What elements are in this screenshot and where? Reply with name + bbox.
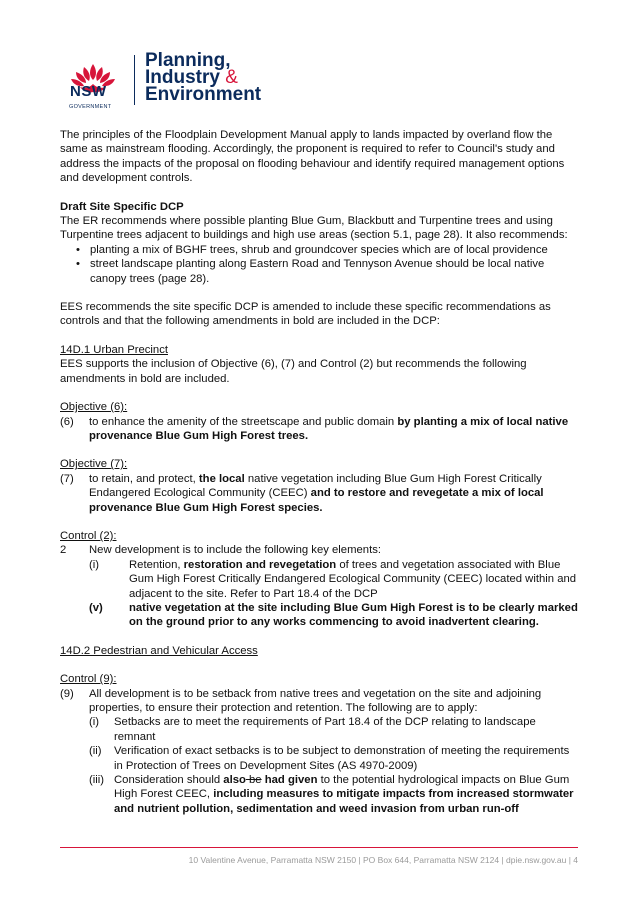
- item-amendment: also: [223, 774, 246, 787]
- control-2: [60, 543, 580, 557]
- intro-paragraph: The principles of the Floodplain Development Manual apply to lands impacted by overland flow the same as mainstream flooding. Accordingly, the proponent is required to refer to Council's study and address the impacts of the proposal on flooding behaviour and identify required management options and development controls.: [60, 129, 565, 185]
- document-body: [60, 128, 580, 816]
- dcp-bullet-list: [60, 243, 580, 286]
- item-number: (iii): [89, 774, 105, 787]
- urban-precinct-heading: 14D.1 Urban Precinct: [60, 343, 168, 356]
- dcp-paragraph: The ER recommends where possible planting Blue Gum, Blackbutt and Turpentine trees and using Turpentine trees adjacent to buildings and high use areas (section 5.1, page 28). It also recommends:: [60, 215, 568, 242]
- objective-6-number: (6): [60, 415, 74, 428]
- item-number: (i): [89, 716, 100, 729]
- objective-7-label: Objective (7):: [60, 458, 128, 471]
- item-number: (i): [89, 558, 100, 571]
- footer-rule: [60, 847, 578, 848]
- control-9-item-i: [89, 715, 580, 744]
- item-amendment: had given: [261, 774, 318, 787]
- objective-6-amendment: by planting a mix of local native provenance Blue Gum High Forest trees.: [89, 415, 569, 442]
- objective-7-amendment: and to restore and revegetate a mix of local provenance Blue Gum High Forest species.: [89, 487, 544, 514]
- control-9-number: (9): [60, 687, 74, 700]
- item-number: (ii): [89, 745, 102, 758]
- item-amendment: native vegetation at the site including Blue Gum High Forest is to be clearly marked on the ground prior to any works commencing to avoid inadvertent clearing.: [129, 601, 578, 629]
- page-footer: 10 Valentine Avenue, Parramatta NSW 2150 | PO Box 644, Parramatta NSW 2124 | dpie.nsw.gov.au | 4: [188, 855, 578, 865]
- control-9-label: Control (9):: [60, 673, 117, 686]
- objective-7-number: (7): [60, 472, 74, 485]
- government-wordmark: GOVERNMENT: [69, 104, 112, 110]
- control-2-number: 2: [60, 544, 67, 557]
- objective-7-text: native vegetation including Blue Gum High Forest Critically Endangered Ecological Community (CEEC): [89, 472, 542, 500]
- item-text: of trees and vegetation associated with Blue Gum High Forest Critically Endangered Ecological Community (CEEC) located within and adjacent to the site. Refer to Part 18.4 of the DCP: [129, 558, 577, 600]
- objective-6: [60, 415, 580, 444]
- dcp-heading: Draft Site Specific DCP: [60, 200, 184, 213]
- objective-6-text: to enhance the amenity of the streetscape and public domain: [89, 415, 398, 428]
- objective-7-amendment: the local: [198, 472, 245, 485]
- logo-divider: [134, 55, 135, 105]
- control-2-label: Control (2):: [60, 529, 117, 542]
- item-amendment: including measures to mitigate impacts from increased stormwater and nutrient pollution, sedimentation and weed invasion from urban run-off: [114, 788, 574, 815]
- brand-line-2: Industry: [145, 67, 220, 88]
- control-2-item-v: [89, 601, 580, 630]
- control-9-item-iii: [89, 773, 580, 816]
- urban-precinct-paragraph: EES supports the inclusion of Objective (6), (7) and Control (2) but recommends the following amendments in bold are included.: [60, 358, 527, 385]
- control-9-text: All development is to be setback from native trees and vegetation on the site and adjoining properties, to ensure their protection and retention. The following are to apply:: [89, 687, 542, 714]
- list-item: • planting a mix of BGHF trees, shrub and groundcover species which are of local providence: [60, 243, 580, 257]
- item-text: Retention,: [129, 558, 184, 571]
- control-9: [60, 687, 580, 716]
- item-deletion: be: [245, 774, 262, 787]
- list-item: • street landscape planting along Eastern Road and Tennyson Avenue should be local native canopy trees (page 28).: [60, 257, 580, 286]
- department-name: [145, 52, 261, 103]
- access-heading: 14D.2 Pedestrian and Vehicular Access: [60, 644, 258, 657]
- item-text: Setbacks are to meet the requirements of Part 18.4 of the DCP relating to landscape remnant: [114, 716, 536, 743]
- brand-line-3: Environment: [145, 84, 262, 105]
- control-2-text: New development is to include the following key elements:: [89, 544, 381, 557]
- objective-6-label: Objective (6):: [60, 401, 128, 414]
- item-text: to the potential hydrological impacts on Blue Gum High Forest CEEC,: [114, 774, 570, 801]
- objective-7-text: to retain, and protect,: [89, 472, 199, 485]
- control-2-item-i: [89, 558, 580, 601]
- brand-ampersand: &: [225, 67, 238, 88]
- control-9-item-ii: [89, 744, 580, 773]
- item-text: Consideration should: [114, 774, 224, 787]
- nsw-logo: [66, 52, 276, 112]
- item-number: (v): [89, 601, 103, 614]
- objective-7: [60, 472, 580, 515]
- ees-paragraph: EES recommends the site specific DCP is amended to include these specific recommendations as controls and that the following amendments in bold are included in the DCP:: [60, 301, 551, 328]
- item-amendment: restoration and revegetation: [183, 558, 337, 571]
- item-text: Verification of exact setbacks is to be subject to demonstration of meeting the requirements in Protection of Trees on Development Sites (AS 4970-2009): [114, 745, 570, 772]
- nsw-wordmark: NSW: [70, 83, 107, 100]
- brand-line-1: Planning,: [145, 50, 231, 71]
